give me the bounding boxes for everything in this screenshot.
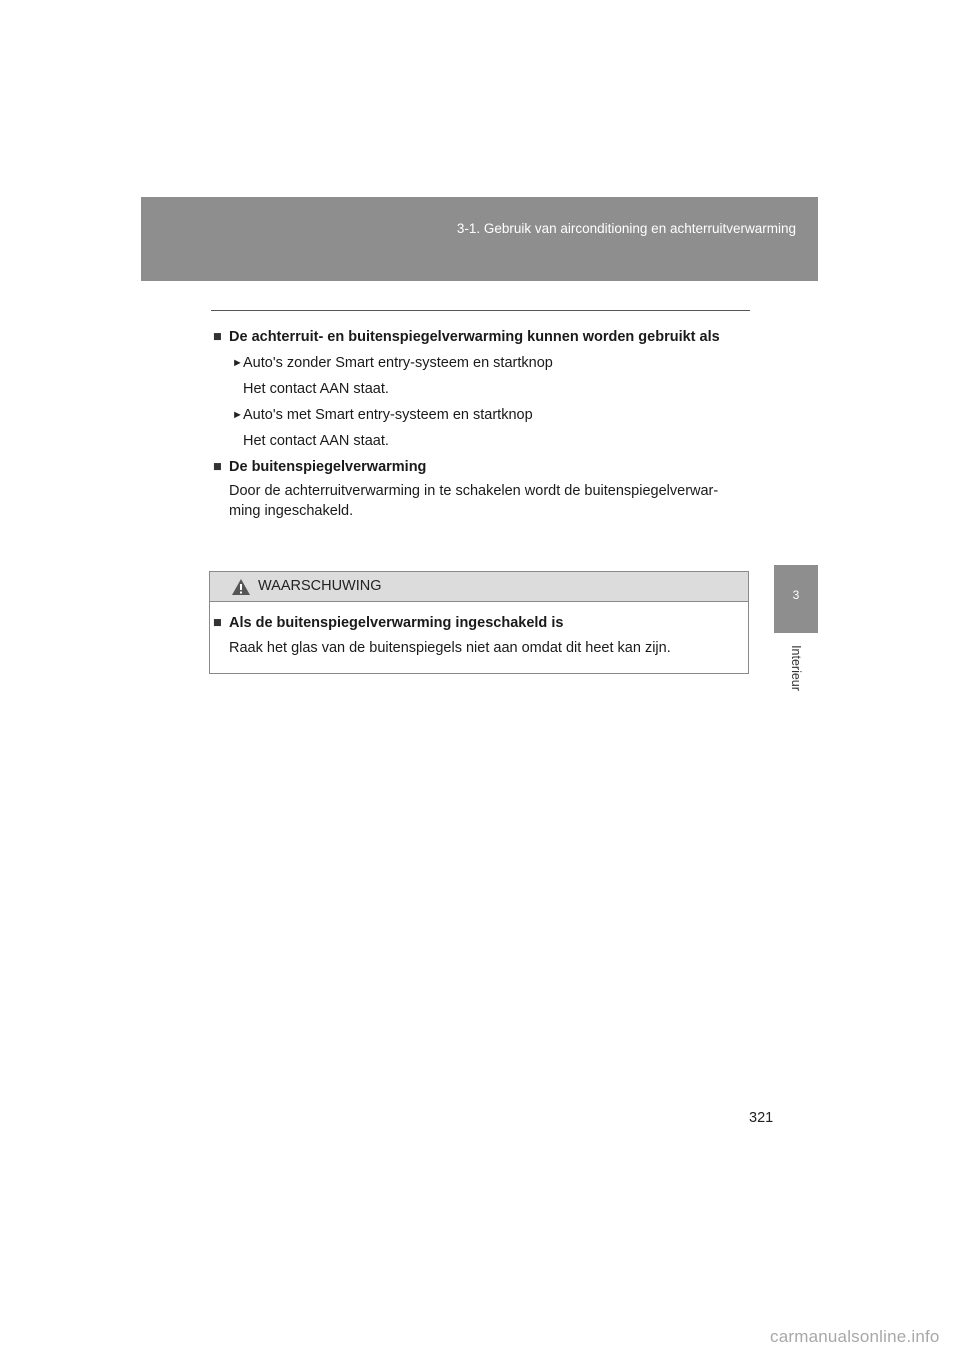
condition-detail: Het contact AAN staat. bbox=[243, 433, 389, 449]
heading-text: De achterruit- en buitenspiegelverwarming kunnen worden gebruikt als bbox=[229, 329, 720, 345]
warning-text: Raak het glas van de buitenspiegels niet aan omdat dit heet kan zijn. bbox=[229, 640, 671, 656]
warning-title: WAARSCHUWING bbox=[258, 578, 382, 594]
chapter-label: Interieur bbox=[789, 645, 803, 691]
list-item bbox=[213, 405, 743, 425]
section-heading-mirror-heater bbox=[213, 457, 743, 477]
chapter-tab bbox=[774, 565, 818, 633]
warning-box bbox=[209, 571, 749, 674]
warning-heading bbox=[213, 613, 743, 633]
square-bullet-icon: ■ bbox=[213, 459, 222, 475]
chapter-number: 3 bbox=[792, 588, 800, 602]
section-title: 3-1. Gebruik van airconditioning en achterruitverwarming bbox=[456, 221, 796, 236]
triangle-pointer-icon: ► bbox=[232, 409, 243, 421]
page-number: 321 bbox=[749, 1110, 774, 1126]
warning-triangle-icon bbox=[231, 578, 251, 596]
section-paragraph: Door de achterruitverwarming in te schakelen wordt de buitenspiegelverwar-ming ingeschakeld. bbox=[229, 483, 719, 519]
watermark: carmanualsonline.info bbox=[770, 1327, 940, 1346]
warning-header bbox=[210, 572, 748, 602]
condition-text: Auto's met Smart entry-systeem en startknop bbox=[243, 407, 533, 423]
square-bullet-icon: ■ bbox=[213, 615, 222, 631]
section-heading-usage bbox=[213, 327, 743, 347]
warning-body bbox=[213, 613, 743, 658]
heading-text: De buitenspiegelverwarming bbox=[229, 459, 427, 475]
main-content bbox=[213, 327, 743, 521]
square-bullet-icon: ■ bbox=[213, 329, 222, 345]
condition-detail: Het contact AAN staat. bbox=[243, 381, 389, 397]
section-header-band bbox=[141, 197, 818, 281]
warning-heading-text: Als de buitenspiegelverwarming ingeschakeld is bbox=[229, 615, 564, 631]
condition-text: Auto's zonder Smart entry-systeem en startknop bbox=[243, 355, 553, 371]
list-item bbox=[213, 353, 743, 373]
top-divider bbox=[211, 310, 750, 311]
triangle-pointer-icon: ► bbox=[232, 357, 243, 369]
